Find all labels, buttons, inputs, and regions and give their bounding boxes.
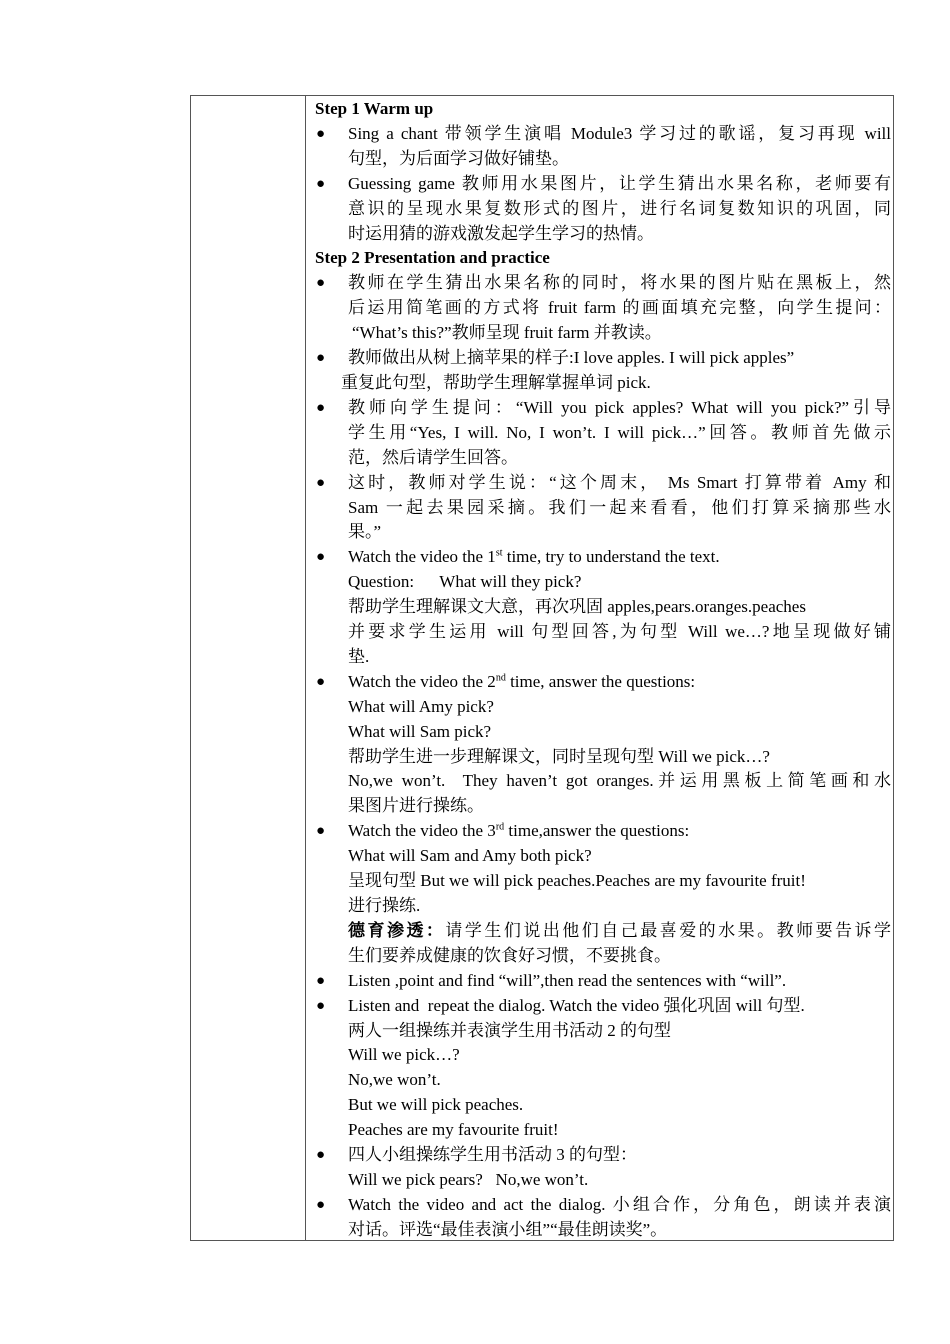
bullet-icon: ● — [316, 1147, 326, 1164]
text-line: Will we pick…? — [348, 1045, 460, 1065]
text-line: 并要求学生运用 will 句型回答,为句型 Will we…?地呈现做好铺 — [348, 622, 891, 642]
text-line: 这时，教师对学生说：“这个周末， Ms Smart 打算带着 Amy 和 — [348, 472, 891, 492]
text-line — [348, 545, 891, 570]
bullet-icon: ● — [316, 549, 326, 566]
text-line: Watch the video and act the dialog. 小组合作，分角色，朗读并表演 — [348, 1194, 891, 1214]
bullet-icon: ● — [316, 972, 326, 989]
bullet-icon: ● — [316, 399, 326, 416]
text-line: 教师向学生提问：“Will you pick apples? What will you pick?”引导 — [348, 397, 891, 417]
ordinal-suffix: nd — [495, 672, 506, 684]
list-item — [315, 969, 891, 994]
list-item — [315, 172, 891, 247]
step2-heading: Step 2 Presentation and practice — [315, 248, 550, 268]
text-line: 帮助学生理解课文大意，再次巩固 apples,pears.oranges.peaches — [348, 597, 806, 617]
text-part: time, try to understand the text. — [502, 547, 720, 567]
list-item — [315, 545, 891, 670]
text-line: What will Sam and Amy both pick? — [348, 846, 592, 866]
text-line — [348, 819, 891, 844]
text-part: 请学生们说出他们自己最喜爱的水果。教师要告诉学 — [445, 920, 892, 940]
list-item — [315, 471, 891, 546]
text-line: No,we won’t. — [348, 1070, 441, 1090]
lesson-table — [190, 95, 894, 1241]
step1-heading: Step 1 Warm up — [315, 99, 434, 118]
bullet-icon: ● — [316, 350, 326, 367]
list-item — [315, 1193, 891, 1243]
text-line: Guessing game 教师用水果图片，让学生猜出水果名称，老师要有 — [348, 173, 891, 193]
text-line: Will we pick pears? No,we won’t. — [348, 1169, 589, 1189]
text-line: 时运用猜的游戏激发起学生学习的热情。 — [348, 223, 654, 243]
text-line: 教师做出从树上摘苹果的样子:I love apples. I will pick apples” — [348, 348, 795, 368]
moral-education-label: 德育渗透： — [348, 920, 446, 940]
bullet-icon: ● — [316, 125, 326, 142]
text-line: Peaches are my favourite fruit! — [348, 1120, 559, 1140]
bullet-icon: ● — [316, 275, 326, 292]
list-item — [315, 670, 891, 819]
ordinal-suffix: st — [495, 547, 503, 559]
text-line: 重复此句型，帮助学生理解掌握单词 pick. — [341, 372, 651, 392]
text-line: Listen ,point and find “will”,then read the sentences with “will”. — [348, 970, 787, 990]
list-item — [315, 396, 891, 471]
bullet-icon: ● — [316, 1196, 326, 1213]
text-line: 句型，为后面学习做好铺垫。 — [348, 148, 569, 168]
text-line: “What’s this?”教师呈现 fruit farm 并教读。 — [352, 323, 662, 343]
list-item — [315, 346, 891, 371]
text-line: But we will pick peaches. — [348, 1095, 524, 1115]
text-line: 范，然后请学生回答。 — [348, 447, 518, 467]
text-line: 对话。评选“最佳表演小组”“最佳朗读奖”。 — [348, 1219, 668, 1239]
text-line: 果。” — [348, 522, 382, 542]
text-line: What will Amy pick? — [348, 696, 494, 716]
text-part: Watch the video the 2 — [348, 671, 496, 691]
text-line: 后运用简笔画的方式将 fruit farm 的画面填充完整，向学生提问： — [348, 298, 891, 318]
empty-left-column — [191, 96, 306, 1240]
text-line: 教师在学生猜出水果名称的同时，将水果的图片贴在黑板上，然 — [348, 273, 891, 293]
text-line: What will Sam pick? — [348, 721, 492, 741]
list-item — [315, 819, 891, 968]
bullet-icon: ● — [316, 673, 326, 690]
text-part: Watch the video the 3 — [348, 821, 496, 841]
text-line: 意识的呈现水果复数形式的图片，进行名词复数知识的巩固，同 — [348, 198, 891, 218]
text-line: Question: What will they pick? — [348, 572, 582, 592]
text-line — [348, 670, 891, 695]
bullet-icon: ● — [316, 823, 326, 840]
bullet-icon: ● — [316, 997, 326, 1014]
list-item — [315, 994, 891, 1143]
text-line: 学生用“Yes, I will. No, I won’t. I will pick…”回答。教师首先做示 — [348, 422, 891, 442]
text-line: 两人一组操练并表演学生用书活动 2 的句型 — [348, 1020, 671, 1040]
text-part: Watch the video the 1 — [348, 547, 496, 567]
text-line: Listen and repeat the dialog. Watch the video 强化巩固 will 句型. — [348, 995, 805, 1015]
text-line: 生们要养成健康的饮食好习惯，不要挑食。 — [348, 945, 671, 965]
list-item — [315, 122, 891, 172]
text-part: time, answer the questions: — [505, 671, 696, 691]
text-line: 帮助学生进一步理解课文，同时呈现句型 Will we pick…? — [348, 746, 770, 766]
text-line: No,we won’t. They haven’t got oranges.并运用黑板上简笔画和水 — [348, 771, 891, 791]
list-item — [315, 1143, 891, 1193]
text-line: Sam 一起去果园采摘。我们一起来看看，他们打算采摘那些水 — [348, 497, 891, 517]
text-line: Sing a chant 带领学生演唱 Module3 学习过的歌谣，复习再现 will — [348, 123, 891, 143]
bullet-icon: ● — [316, 175, 326, 192]
procedure-content — [315, 97, 891, 1243]
procedure-column — [306, 96, 893, 1240]
ordinal-suffix: rd — [495, 821, 505, 833]
list-item — [315, 271, 891, 346]
text-part: time,answer the questions: — [504, 821, 690, 841]
text-line: 果图片进行操练。 — [348, 796, 484, 816]
bullet-icon: ● — [316, 474, 326, 491]
text-line: 垫. — [348, 646, 370, 666]
text-line: 四人小组操练学生用书活动 3 的句型： — [348, 1145, 637, 1165]
text-line: 进行操练. — [348, 896, 421, 915]
text-line: 呈现句型 But we will pick peaches.Peaches are my favourite fruit! — [348, 871, 806, 891]
text-line — [348, 919, 891, 944]
